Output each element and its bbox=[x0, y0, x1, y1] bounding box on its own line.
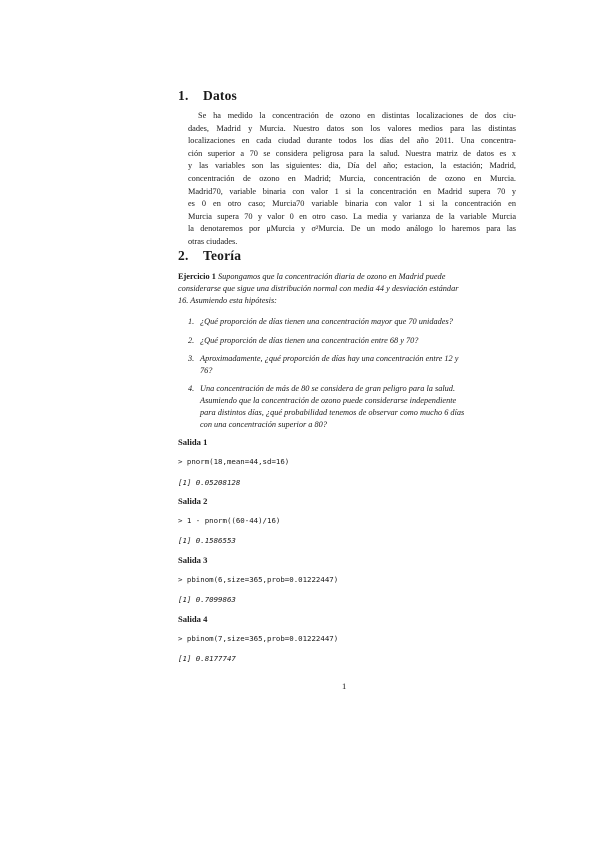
output-label: Salida 2 bbox=[178, 496, 208, 506]
item-line: para distintos días, ¿qué probabilidad tenemos de observar como mucho 6 días bbox=[200, 408, 465, 417]
item-line: ¿Qué proporción de días tienen una concentración mayor que 70 unidades? bbox=[200, 317, 453, 326]
item-line: Aproximadamente, ¿qué proporción de días hay una concentración entre 12 y bbox=[200, 354, 459, 363]
paragraph-line: concentración de ozono en Madrid; Murcia, concentración de ozono en Murcia. bbox=[188, 173, 516, 183]
item-line: Asumiendo que la concentración de ozono puede considerarse independiente bbox=[200, 396, 457, 405]
exercise-line: Supongamos que la concentración diaria de ozono en Madrid puede bbox=[217, 272, 446, 281]
r-command: > pbinom(7,size=365,prob=0.01222447) bbox=[178, 634, 339, 643]
item-number: 4. bbox=[188, 384, 195, 393]
r-command: > 1 - pnorm((60-44)/16) bbox=[178, 516, 281, 525]
r-result: [1] 0.1586553 bbox=[178, 536, 236, 545]
section-number: 2. bbox=[178, 248, 189, 263]
paragraph-line: Se ha medido la concentración de ozono en distintas localizaciones de dos ciu- bbox=[198, 111, 516, 120]
output-label: Salida 4 bbox=[178, 614, 208, 624]
datos-paragraph bbox=[178, 110, 516, 249]
paragraph-line: es 0 en otro caso; Murcia70 variable binaria con valor 1 si la concentración en bbox=[188, 199, 516, 209]
exercise-line: considerarse que sigue una distribución normal con media 44 y desviación estándar bbox=[178, 284, 459, 293]
paragraph-line: Madrid70, variable binaria con valor 1 si la concentración en Madrid supera 70 y bbox=[188, 186, 516, 196]
exercise-statement bbox=[178, 271, 516, 307]
exercise-line: 16. Asumiendo esta hipótesis: bbox=[178, 296, 277, 305]
section-title: Datos bbox=[203, 88, 237, 103]
paragraph-line: y las variables son las siguientes: dia, Día del año; estacion, la estación; Madrid, bbox=[188, 161, 516, 171]
output-label: Salida 1 bbox=[178, 437, 208, 447]
section-title: Teoría bbox=[203, 248, 242, 263]
item-line: ¿Qué proporción de días tienen una concentración entre 68 y 70? bbox=[200, 336, 419, 345]
item-number: 2. bbox=[188, 336, 195, 345]
item-number: 1. bbox=[188, 317, 195, 326]
output-label: Salida 3 bbox=[178, 555, 208, 565]
r-command: > pnorm(18,mean=44,sd=16) bbox=[178, 457, 290, 466]
paragraph-line: la denotaremos por μMurcia y σ²Murcia. De un modo análogo lo haremos para las bbox=[188, 224, 516, 234]
paragraph-line: Murcia supera 70 y valor 0 en otro caso. La media y varianza de la variable Murcia bbox=[188, 211, 516, 221]
section-heading-datos bbox=[178, 88, 237, 104]
section-heading-teoria bbox=[178, 248, 241, 264]
r-result: [1] 0.7099863 bbox=[178, 595, 236, 604]
r-result: [1] 0.05208128 bbox=[178, 478, 241, 487]
paragraph-line: otras ciudades. bbox=[188, 236, 238, 246]
section-number: 1. bbox=[178, 88, 189, 103]
exercise-label: Ejercicio 1 bbox=[178, 272, 216, 281]
item-line: con una concentración superior a 80? bbox=[200, 420, 327, 429]
item-number: 3. bbox=[188, 354, 195, 363]
paragraph-line: ción superior a 70 se considera peligrosa para la salud. Nuestra matriz de datos es x bbox=[188, 148, 516, 158]
r-result: [1] 0.8177747 bbox=[178, 654, 236, 663]
page-number: 1 bbox=[342, 681, 347, 691]
item-line: Una concentración de más de 80 se considera de gran peligro para la salud. bbox=[200, 384, 456, 393]
r-command: > pbinom(6,size=365,prob=0.01222447) bbox=[178, 575, 339, 584]
paragraph-line: dades, Madrid y Murcia. Nuestro datos son los valores medios para las distintas bbox=[188, 123, 516, 133]
paragraph-line: localizaciones en cada ciudad durante todos los días del año 2011. Una concentra- bbox=[188, 136, 516, 146]
item-line: 76? bbox=[200, 366, 213, 375]
